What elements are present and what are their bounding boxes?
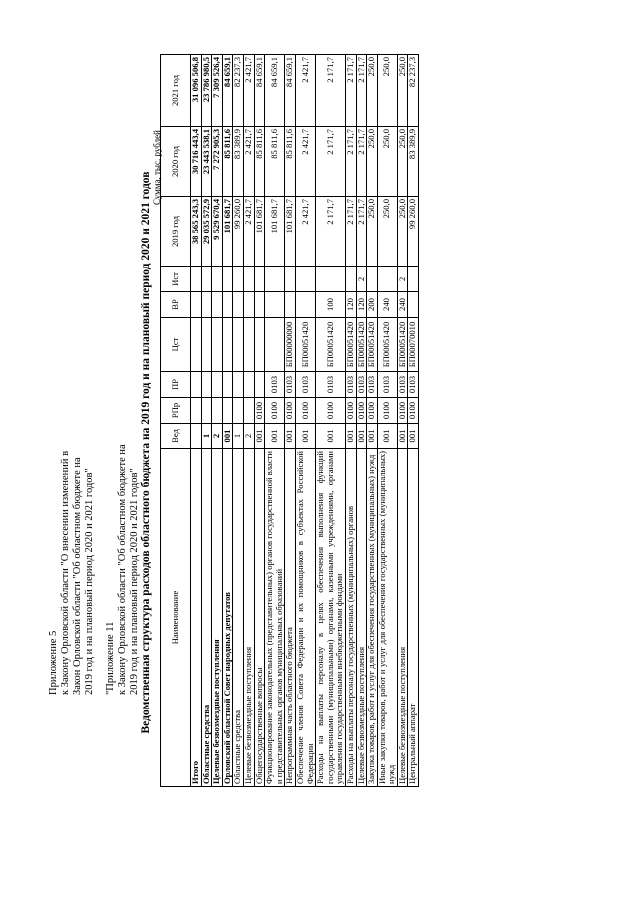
cell-vr: 100 <box>316 292 346 318</box>
appendix-header <box>48 265 141 695</box>
cell-ved: 001 <box>265 424 285 449</box>
cell-pr: 0103 <box>408 372 419 398</box>
cell-y2020: 250,0 <box>377 127 397 197</box>
cell-y2020: 7 272 905,3 <box>212 127 223 197</box>
cell-pr: 0103 <box>295 372 315 398</box>
cell-ist <box>377 267 397 292</box>
cell-pr: 0103 <box>285 372 296 398</box>
appendix-line: "Приложение 11 <box>105 621 116 695</box>
cell-y2020: 2 171,7 <box>356 127 367 197</box>
cell-rpr: 0100 <box>254 398 265 424</box>
cell-ved: 001 <box>345 424 356 449</box>
appendix-line: к Закону Орловской области "Об областном бюджете на <box>117 444 128 695</box>
cell-y2020: 85 811,6 <box>222 127 233 197</box>
cell-pr <box>191 372 202 398</box>
cell-ist <box>233 267 244 292</box>
cell-ved: 2 <box>243 424 254 449</box>
cell-cst: БП00000000 <box>285 318 296 372</box>
cell-y2019: 29 035 572,9 <box>201 197 212 267</box>
cell-ist: 2 <box>397 267 408 292</box>
cell-y2020: 2 421,7 <box>295 127 315 197</box>
cell-y2020: 83 389,9 <box>233 127 244 197</box>
cell-pr <box>254 372 265 398</box>
cell-y2019: 2 171,7 <box>316 197 346 267</box>
cell-pr <box>201 372 212 398</box>
appendix-line: Приложение 5 <box>48 630 59 695</box>
cell-name: Областные средства <box>233 449 244 787</box>
col-header-cst: Цст <box>161 318 191 372</box>
cell-vr: 120 <box>345 292 356 318</box>
appendix-line: к Закону Орловской области "О внесении изменений в <box>60 450 71 695</box>
cell-vr <box>243 292 254 318</box>
table-row <box>345 55 356 787</box>
cell-cst: БП00070010 <box>408 318 419 372</box>
cell-ved: 001 <box>285 424 296 449</box>
table-row <box>316 55 346 787</box>
cell-y2019: 99 260,0 <box>408 197 419 267</box>
cell-ist: 2 <box>356 267 367 292</box>
cell-ved: 001 <box>356 424 367 449</box>
cell-ved: 001 <box>254 424 265 449</box>
cell-ist <box>222 267 233 292</box>
cell-vr: 240 <box>377 292 397 318</box>
cell-y2019: 2 171,7 <box>345 197 356 267</box>
cell-y2021: 2 171,7 <box>356 55 367 127</box>
cell-y2019: 2 421,7 <box>243 197 254 267</box>
cell-y2019: 250,0 <box>377 197 397 267</box>
table-row <box>254 55 265 787</box>
cell-name: Иные закупки товаров, работ и услуг для обеспечения государственных (муниципальных) нужд <box>377 449 397 787</box>
cell-rpr: 0100 <box>265 398 285 424</box>
cell-rpr <box>201 398 212 424</box>
cell-name: Обеспечение членов Совета Федерации и их помощников в субъектах Российской Федерации <box>295 449 315 787</box>
col-header-vr: ВР <box>161 292 191 318</box>
appendix-line: 2019 год и на плановый период 2020 и 2021 годов" <box>129 468 140 695</box>
cell-y2019: 101 681,7 <box>254 197 265 267</box>
cell-vr <box>285 292 296 318</box>
table-row <box>377 55 397 787</box>
cell-pr: 0103 <box>316 372 346 398</box>
table-row <box>295 55 315 787</box>
cell-ved: 001 <box>397 424 408 449</box>
col-header-2020: 2020 год <box>161 127 191 197</box>
cell-ist <box>265 267 285 292</box>
table-row <box>356 55 367 787</box>
cell-ist <box>285 267 296 292</box>
cell-ist <box>201 267 212 292</box>
cell-y2020: 83 389,9 <box>408 127 419 197</box>
cell-ved: 001 <box>377 424 397 449</box>
cell-name: Целевые безвозмездные поступления <box>397 449 408 787</box>
cell-y2020: 23 443 538,1 <box>201 127 212 197</box>
cell-y2019: 101 681,7 <box>265 197 285 267</box>
cell-ved: 001 <box>222 424 233 449</box>
table-row <box>201 55 212 787</box>
cell-y2021: 250,0 <box>397 55 408 127</box>
table-row <box>212 55 223 787</box>
cell-name: Центральный аппарат <box>408 449 419 787</box>
cell-vr <box>212 292 223 318</box>
cell-cst <box>201 318 212 372</box>
cell-name: Расходы на выплаты персоналу в целях обеспечения выполнения функций государственными (муниципальными) органами, казенными учреждениями, органами управления государственными внебюджетными фондами <box>316 449 346 787</box>
appendix-line: 2019 год и на плановый период 2020 и 2021 годов" <box>84 468 95 695</box>
cell-y2019: 101 681,7 <box>285 197 296 267</box>
cell-y2019: 38 565 243,3 <box>191 197 202 267</box>
cell-y2021: 82 237,3 <box>233 55 244 127</box>
cell-y2021: 7 309 526,4 <box>212 55 223 127</box>
cell-y2021: 2 421,7 <box>295 55 315 127</box>
cell-rpr <box>191 398 202 424</box>
cell-vr: 240 <box>397 292 408 318</box>
cell-rpr: 0100 <box>285 398 296 424</box>
cell-y2021: 84 659,1 <box>254 55 265 127</box>
cell-y2020: 85 811,6 <box>285 127 296 197</box>
cell-vr: 200 <box>367 292 378 318</box>
cell-y2019: 99 260,0 <box>233 197 244 267</box>
cell-rpr: 0100 <box>295 398 315 424</box>
cell-name: Функционирование законодательных (представительных) органов государственной власти и представительных органов муниципальных образований <box>265 449 285 787</box>
cell-name: Целевые безвозмездные поступления <box>243 449 254 787</box>
table-row <box>243 55 254 787</box>
cell-name: Орловский областной Совет народных депутатов <box>222 449 233 787</box>
table-body <box>191 55 419 787</box>
cell-vr <box>191 292 202 318</box>
table-row <box>265 55 285 787</box>
col-header-rpr: РПр <box>161 398 191 424</box>
document-title: Ведомственная структура расходов областного бюджета на 2019 год и на плановый период 2020 и 2021 годов <box>140 171 152 734</box>
cell-pr <box>243 372 254 398</box>
cell-ved: 1 <box>201 424 212 449</box>
cell-pr: 0103 <box>377 372 397 398</box>
col-header-name: Наименование <box>161 449 191 787</box>
cell-cst <box>222 318 233 372</box>
cell-rpr <box>233 398 244 424</box>
cell-ist <box>243 267 254 292</box>
cell-ved <box>191 424 202 449</box>
cell-vr: 120 <box>356 292 367 318</box>
cell-vr <box>222 292 233 318</box>
cell-cst <box>233 318 244 372</box>
cell-pr <box>212 372 223 398</box>
cell-vr <box>295 292 315 318</box>
cell-cst <box>191 318 202 372</box>
cell-y2020: 2 171,7 <box>316 127 346 197</box>
cell-rpr: 0100 <box>397 398 408 424</box>
cell-ist <box>316 267 346 292</box>
cell-y2019: 250,0 <box>367 197 378 267</box>
cell-ved: 1 <box>233 424 244 449</box>
cell-ved: 001 <box>295 424 315 449</box>
cell-y2020: 30 716 443,4 <box>191 127 202 197</box>
cell-ist <box>345 267 356 292</box>
cell-ist <box>295 267 315 292</box>
cell-pr <box>222 372 233 398</box>
cell-rpr: 0100 <box>367 398 378 424</box>
cell-pr: 0103 <box>265 372 285 398</box>
table-row <box>397 55 408 787</box>
cell-name: Закупка товаров, работ и услуг для обеспечения государственных (муниципальных) нужд <box>367 449 378 787</box>
cell-y2019: 250,0 <box>397 197 408 267</box>
cell-y2021: 84 659,1 <box>285 55 296 127</box>
cell-y2019: 2 171,7 <box>356 197 367 267</box>
cell-cst <box>243 318 254 372</box>
appendix-line: Закон Орловской области "Об областном бюджете на <box>72 457 83 695</box>
table-row <box>222 55 233 787</box>
cell-cst: БП00051420 <box>316 318 346 372</box>
col-header-2019: 2019 год <box>161 197 191 267</box>
cell-ist <box>212 267 223 292</box>
cell-name: Непрограммная часть областного бюджета <box>285 449 296 787</box>
cell-vr <box>201 292 212 318</box>
cell-y2021: 23 786 980,5 <box>201 55 212 127</box>
cell-cst <box>212 318 223 372</box>
table-row <box>285 55 296 787</box>
cell-name: Областные средства <box>201 449 212 787</box>
cell-y2020: 2 171,7 <box>345 127 356 197</box>
cell-ved: 001 <box>316 424 346 449</box>
cell-name: Итого <box>191 449 202 787</box>
units-label: Сумма, тыс. рублей <box>152 130 162 205</box>
cell-y2021: 31 096 506,8 <box>191 55 202 127</box>
cell-y2021: 82 237,3 <box>408 55 419 127</box>
cell-ist <box>254 267 265 292</box>
table-row <box>233 55 244 787</box>
cell-cst: БП00051420 <box>295 318 315 372</box>
cell-ist <box>367 267 378 292</box>
cell-y2020: 250,0 <box>367 127 378 197</box>
cell-name: Целевые безвозмездные поступления <box>356 449 367 787</box>
cell-cst <box>265 318 285 372</box>
cell-pr: 0103 <box>367 372 378 398</box>
cell-ved: 001 <box>408 424 419 449</box>
cell-y2021: 2 171,7 <box>316 55 346 127</box>
cell-y2021: 84 659,1 <box>265 55 285 127</box>
cell-rpr: 0100 <box>345 398 356 424</box>
cell-vr <box>265 292 285 318</box>
cell-y2020: 85 811,6 <box>265 127 285 197</box>
cell-pr: 0103 <box>356 372 367 398</box>
cell-rpr: 0100 <box>377 398 397 424</box>
cell-y2021: 84 659,1 <box>222 55 233 127</box>
cell-rpr <box>212 398 223 424</box>
cell-cst: БП00051420 <box>356 318 367 372</box>
cell-ved: 2 <box>212 424 223 449</box>
cell-y2021: 250,0 <box>367 55 378 127</box>
cell-y2021: 2 171,7 <box>345 55 356 127</box>
cell-cst: БП00051420 <box>367 318 378 372</box>
cell-vr <box>408 292 419 318</box>
cell-y2021: 2 421,7 <box>243 55 254 127</box>
cell-cst <box>254 318 265 372</box>
cell-rpr <box>222 398 233 424</box>
cell-pr: 0103 <box>345 372 356 398</box>
cell-y2020: 250,0 <box>397 127 408 197</box>
col-header-2021: 2021 год <box>161 55 191 127</box>
cell-y2020: 2 421,7 <box>243 127 254 197</box>
cell-ist <box>191 267 202 292</box>
cell-y2019: 101 681,7 <box>222 197 233 267</box>
expenditure-table <box>160 54 419 787</box>
cell-name: Целевые безвозмездные поступления <box>212 449 223 787</box>
cell-y2020: 85 811,6 <box>254 127 265 197</box>
cell-rpr <box>243 398 254 424</box>
cell-rpr: 0100 <box>356 398 367 424</box>
cell-y2021: 250,0 <box>377 55 397 127</box>
cell-name: Общегосударственные вопросы <box>254 449 265 787</box>
cell-ved: 001 <box>367 424 378 449</box>
col-header-ist: Ист <box>161 267 191 292</box>
cell-vr <box>233 292 244 318</box>
col-header-pr: ПР <box>161 372 191 398</box>
cell-cst: БП00051420 <box>397 318 408 372</box>
cell-y2019: 2 421,7 <box>295 197 315 267</box>
cell-rpr: 0100 <box>408 398 419 424</box>
col-header-ved: Вед <box>161 424 191 449</box>
table-row <box>367 55 378 787</box>
table-row <box>191 55 202 787</box>
cell-name: Расходы на выплаты персоналу государственных (муниципальных) органов <box>345 449 356 787</box>
cell-cst: БП00051420 <box>377 318 397 372</box>
cell-vr <box>254 292 265 318</box>
cell-cst: БП00051420 <box>345 318 356 372</box>
cell-pr <box>233 372 244 398</box>
cell-y2019: 9 529 670,4 <box>212 197 223 267</box>
cell-rpr: 0100 <box>316 398 346 424</box>
cell-ist <box>408 267 419 292</box>
cell-pr: 0103 <box>397 372 408 398</box>
table-row <box>408 55 419 787</box>
